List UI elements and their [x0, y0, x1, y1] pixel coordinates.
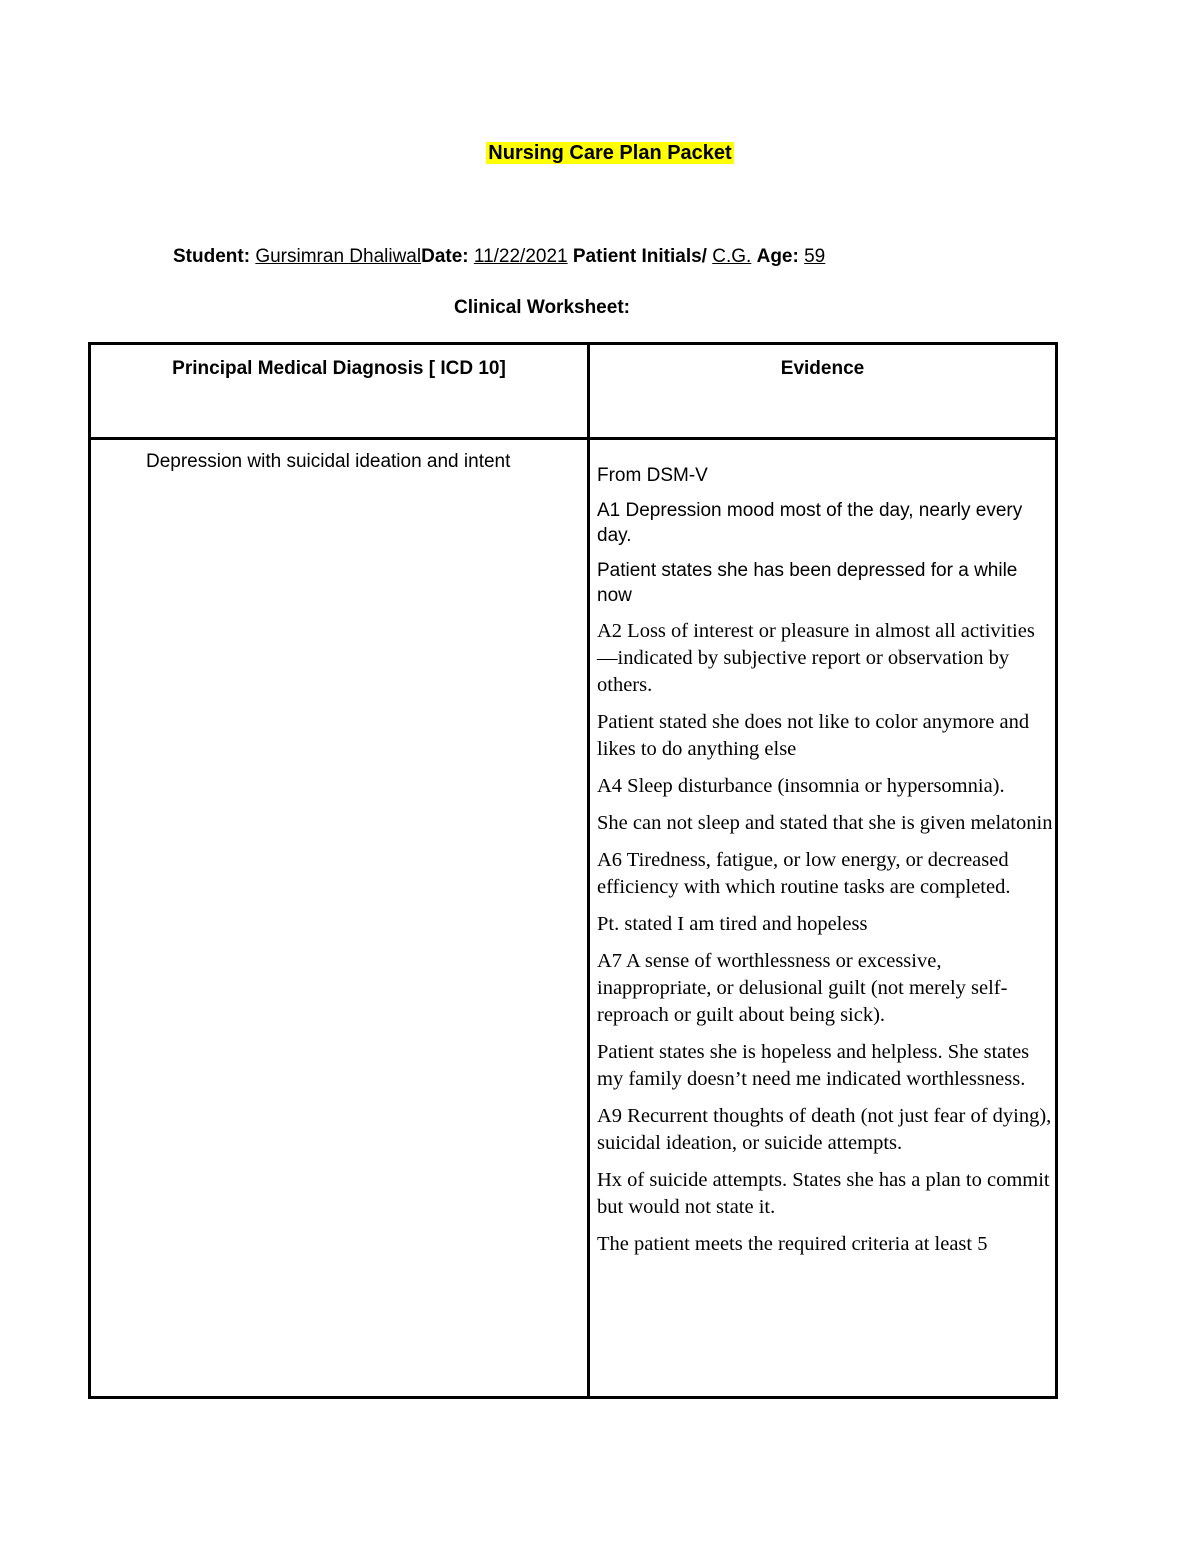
student-label: Student: [173, 246, 251, 267]
patient-initials-value: C.G. [712, 246, 752, 267]
age-value: 59 [804, 246, 826, 267]
evidence-item: A7 A sense of worthlessness or excessive, inappropriate, or delusional guilt (not merely self-reproach or guilt about being sick). [597, 950, 1008, 1026]
clinical-worksheet-table [88, 342, 1058, 1399]
page-title: Nursing Care Plan Packet [488, 142, 732, 164]
age-label: Age: [756, 246, 799, 267]
evidence-column-header: Evidence [780, 358, 865, 379]
page-title-wrap [0, 140, 1200, 166]
evidence-item: She can not sleep and stated that she is given melatonin [597, 812, 1053, 834]
evidence-item: Hx of suicide attempts. States she has a plan to commit but would not state it. [597, 1169, 1050, 1218]
evidence-item: A6 Tiredness, fatigue, or low energy, or decreased efficiency with which routine tasks are completed. [597, 849, 1011, 898]
student-value: Gursimran Dhaliwal [255, 246, 422, 267]
evidence-item: A4 Sleep disturbance (insomnia or hypersomnia). [597, 775, 1005, 797]
evidence-item: Pt. stated I am tired and hopeless [597, 913, 868, 935]
diagnosis-column-header: Principal Medical Diagnosis [ ICD 10] [172, 358, 506, 379]
diagnosis-text: Depression with suicidal ideation and intent [146, 451, 511, 472]
evidence-item: A9 Recurrent thoughts of death (not just fear of dying), suicidal ideation, or suicide attempts. [597, 1105, 1052, 1154]
header-divider [91, 437, 1055, 440]
evidence-item: Patient states she is hopeless and helpless. She states my family doesn’t need me indicated worthlessness. [597, 1041, 1030, 1090]
evidence-item: The patient meets the required criteria at least 5 [597, 1233, 988, 1255]
evidence-item: A1 Depression mood most of the day, nearly every day. [597, 500, 1023, 546]
evidence-item: From DSM-V [597, 465, 708, 486]
date-value: 11/22/2021 [473, 246, 568, 267]
evidence-list [597, 463, 1055, 1268]
patient-initials-label: Patient Initials/ [572, 246, 707, 267]
date-label: Date: [421, 246, 469, 267]
patient-info-line [173, 245, 825, 269]
column-divider [587, 345, 590, 1396]
worksheet-title: Clinical Worksheet: [454, 297, 630, 318]
evidence-item: Patient stated she does not like to color anymore and likes to do anything else [597, 711, 1030, 760]
evidence-item: Patient states she has been depressed for a while now [597, 560, 1018, 606]
evidence-item: A2 Loss of interest or pleasure in almost all activities—indicated by subjective report or observation by others. [597, 620, 1035, 696]
